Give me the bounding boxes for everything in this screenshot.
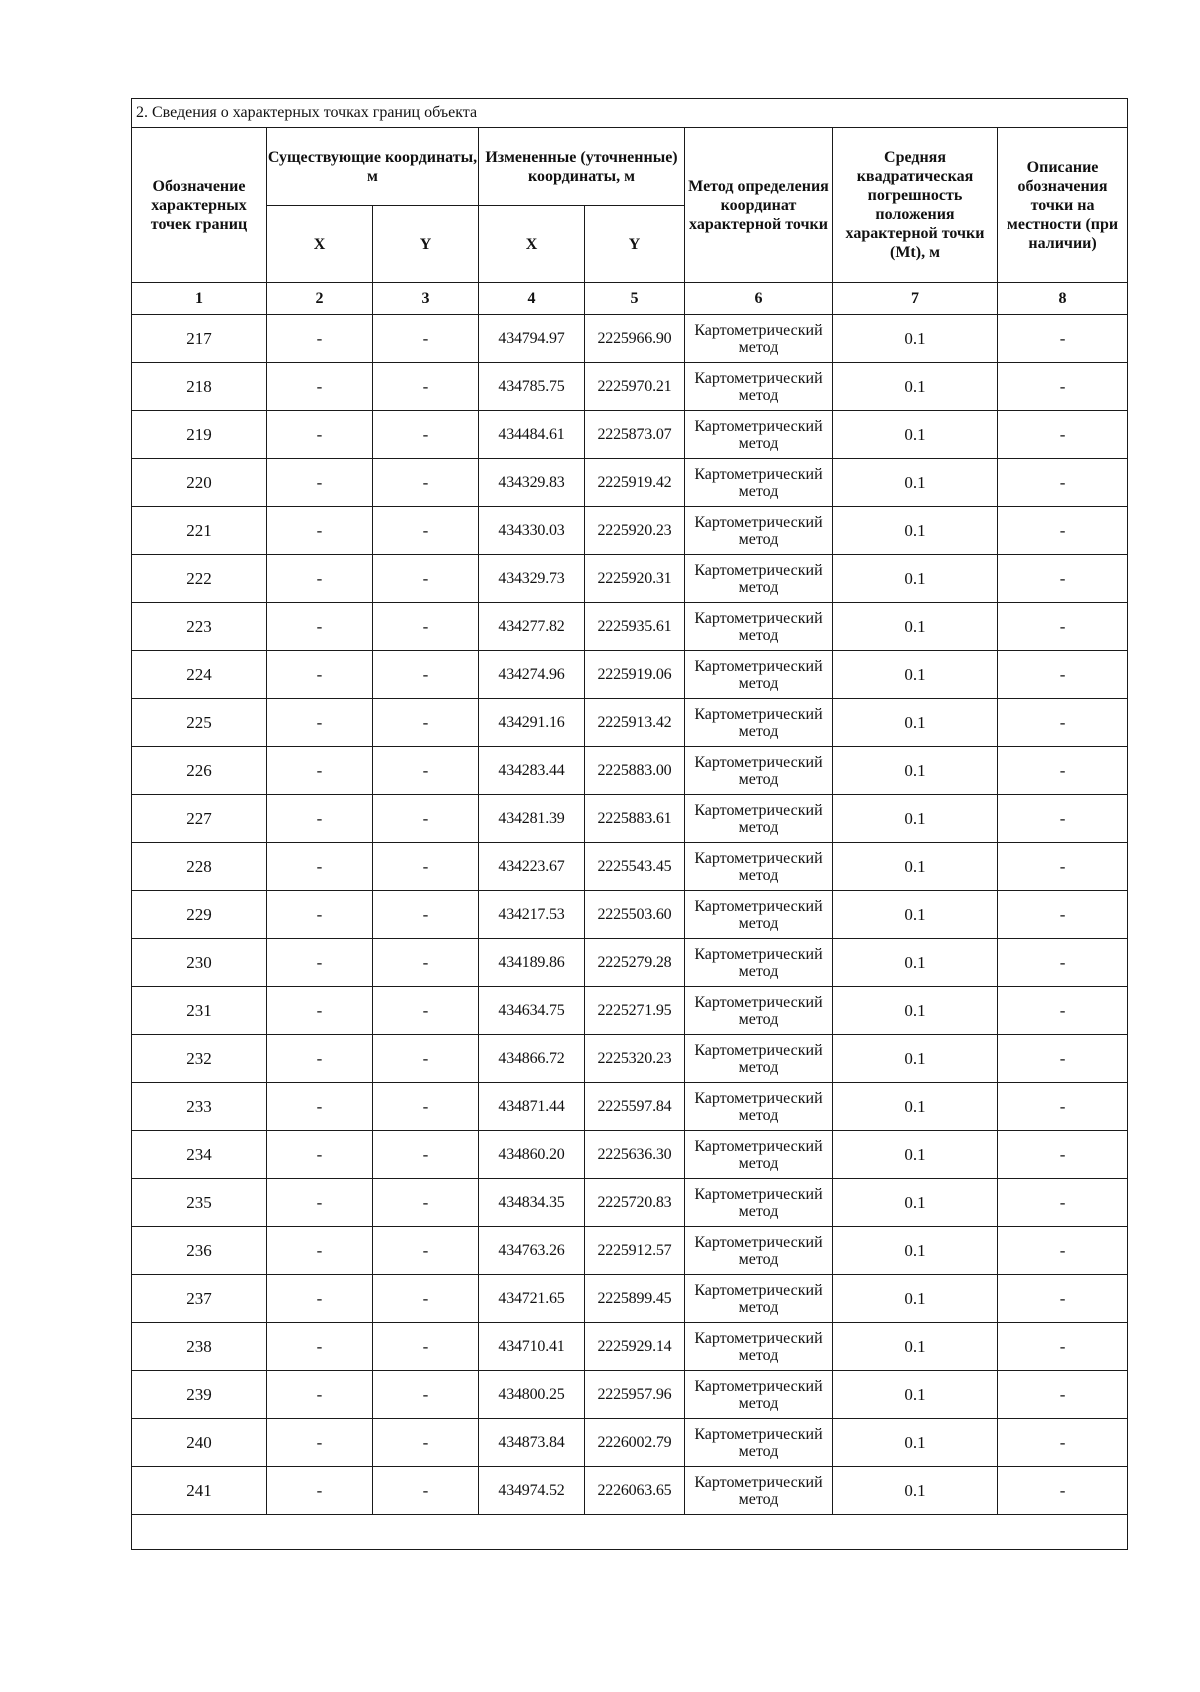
table-row — [132, 603, 1128, 651]
cell-point-id: 221 — [132, 507, 267, 555]
table-row — [132, 1371, 1128, 1419]
cell-existing-x: - — [267, 1275, 373, 1323]
cell-description: - — [998, 891, 1128, 939]
column-number: 7 — [833, 283, 998, 315]
cell-point-id: 230 — [132, 939, 267, 987]
cell-existing-x: - — [267, 1131, 373, 1179]
cell-description: - — [998, 459, 1128, 507]
cell-description: - — [998, 843, 1128, 891]
cell-error: 0.1 — [833, 315, 998, 363]
cell-description: - — [998, 1131, 1128, 1179]
table-row — [132, 1227, 1128, 1275]
cell-changed-x: 434794.97 — [479, 315, 585, 363]
cell-method: Картометрический метод — [685, 555, 833, 603]
cell-changed-x: 434291.16 — [479, 699, 585, 747]
cell-changed-y: 2225279.28 — [585, 939, 685, 987]
table-row — [132, 1083, 1128, 1131]
table-row — [132, 651, 1128, 699]
cell-existing-x: - — [267, 363, 373, 411]
cell-existing-y: - — [373, 1323, 479, 1371]
cell-changed-x: 434873.84 — [479, 1419, 585, 1467]
cell-method: Картометрический метод — [685, 651, 833, 699]
cell-changed-x: 434866.72 — [479, 1035, 585, 1083]
table-row — [132, 315, 1128, 363]
table-row — [132, 555, 1128, 603]
cell-existing-x: - — [267, 699, 373, 747]
cell-error: 0.1 — [833, 507, 998, 555]
cell-point-id: 239 — [132, 1371, 267, 1419]
cell-changed-y: 2225912.57 — [585, 1227, 685, 1275]
cell-method: Картометрический метод — [685, 1227, 833, 1275]
cell-existing-x: - — [267, 1179, 373, 1227]
cell-existing-y: - — [373, 699, 479, 747]
cell-changed-y: 2225543.45 — [585, 843, 685, 891]
cell-error: 0.1 — [833, 1131, 998, 1179]
cell-existing-x: - — [267, 939, 373, 987]
cell-point-id: 222 — [132, 555, 267, 603]
cell-existing-y: - — [373, 363, 479, 411]
cell-existing-y: - — [373, 411, 479, 459]
cell-description: - — [998, 1083, 1128, 1131]
cell-changed-y: 2225720.83 — [585, 1179, 685, 1227]
cell-description: - — [998, 507, 1128, 555]
table-row — [132, 411, 1128, 459]
cell-error: 0.1 — [833, 555, 998, 603]
cell-changed-x: 434281.39 — [479, 795, 585, 843]
cell-existing-y: - — [373, 795, 479, 843]
cell-changed-x: 434189.86 — [479, 939, 585, 987]
cell-error: 0.1 — [833, 603, 998, 651]
cell-changed-x: 434800.25 — [479, 1371, 585, 1419]
header-existing-coords: Существующие координаты, м — [267, 128, 479, 206]
cell-changed-x: 434329.83 — [479, 459, 585, 507]
cell-description: - — [998, 651, 1128, 699]
cell-changed-x: 434274.96 — [479, 651, 585, 699]
cell-changed-x: 434974.52 — [479, 1467, 585, 1515]
cell-point-id: 218 — [132, 363, 267, 411]
table-body — [132, 315, 1128, 1515]
cell-error: 0.1 — [833, 1467, 998, 1515]
cell-changed-y: 2225503.60 — [585, 891, 685, 939]
cell-changed-x: 434763.26 — [479, 1227, 585, 1275]
cell-error: 0.1 — [833, 843, 998, 891]
cell-existing-y: - — [373, 555, 479, 603]
cell-existing-x: - — [267, 1371, 373, 1419]
cell-changed-y: 2225636.30 — [585, 1131, 685, 1179]
cell-existing-y: - — [373, 315, 479, 363]
header-existing-y: Y — [373, 206, 479, 283]
cell-existing-x: - — [267, 507, 373, 555]
cell-description: - — [998, 555, 1128, 603]
cell-changed-y: 2226002.79 — [585, 1419, 685, 1467]
cell-existing-x: - — [267, 987, 373, 1035]
table-row — [132, 507, 1128, 555]
cell-method: Картометрический метод — [685, 315, 833, 363]
cell-existing-x: - — [267, 1035, 373, 1083]
cell-description: - — [998, 987, 1128, 1035]
table-row — [132, 1467, 1128, 1515]
table-row — [132, 987, 1128, 1035]
cell-existing-x: - — [267, 1227, 373, 1275]
table-row — [132, 1131, 1128, 1179]
cell-changed-y: 2225929.14 — [585, 1323, 685, 1371]
cell-changed-x: 434484.61 — [479, 411, 585, 459]
cell-existing-x: - — [267, 891, 373, 939]
cell-point-id: 223 — [132, 603, 267, 651]
cell-description: - — [998, 1179, 1128, 1227]
cell-method: Картометрический метод — [685, 411, 833, 459]
cell-error: 0.1 — [833, 795, 998, 843]
cell-existing-x: - — [267, 555, 373, 603]
cell-error: 0.1 — [833, 747, 998, 795]
cell-description: - — [998, 315, 1128, 363]
cell-point-id: 237 — [132, 1275, 267, 1323]
cell-method: Картометрический метод — [685, 459, 833, 507]
boundary-points-table — [131, 98, 1128, 1550]
table-row — [132, 795, 1128, 843]
cell-method: Картометрический метод — [685, 795, 833, 843]
cell-existing-y: - — [373, 987, 479, 1035]
cell-description: - — [998, 1035, 1128, 1083]
cell-point-id: 227 — [132, 795, 267, 843]
header-designation: Обозначение характерных точек границ — [132, 128, 267, 283]
cell-error: 0.1 — [833, 1035, 998, 1083]
cell-changed-y: 2225919.06 — [585, 651, 685, 699]
cell-point-id: 236 — [132, 1227, 267, 1275]
column-number: 4 — [479, 283, 585, 315]
cell-point-id: 240 — [132, 1419, 267, 1467]
cell-description: - — [998, 1467, 1128, 1515]
cell-changed-y: 2225320.23 — [585, 1035, 685, 1083]
cell-existing-y: - — [373, 603, 479, 651]
cell-method: Картометрический метод — [685, 891, 833, 939]
cell-point-id: 241 — [132, 1467, 267, 1515]
cell-method: Картометрический метод — [685, 363, 833, 411]
cell-changed-y: 2225966.90 — [585, 315, 685, 363]
cell-changed-x: 434283.44 — [479, 747, 585, 795]
column-number: 8 — [998, 283, 1128, 315]
cell-changed-y: 2225883.61 — [585, 795, 685, 843]
cell-changed-x: 434785.75 — [479, 363, 585, 411]
cell-point-id: 217 — [132, 315, 267, 363]
cell-existing-y: - — [373, 1371, 479, 1419]
table-row — [132, 1035, 1128, 1083]
cell-point-id: 234 — [132, 1131, 267, 1179]
cell-description: - — [998, 411, 1128, 459]
cell-existing-x: - — [267, 795, 373, 843]
cell-changed-y: 2225873.07 — [585, 411, 685, 459]
cell-method: Картометрический метод — [685, 1275, 833, 1323]
cell-method: Картометрический метод — [685, 1083, 833, 1131]
column-number: 3 — [373, 283, 479, 315]
boundary-points-sheet — [131, 98, 1127, 1550]
cell-method: Картометрический метод — [685, 1371, 833, 1419]
cell-changed-y: 2225913.42 — [585, 699, 685, 747]
cell-description: - — [998, 1275, 1128, 1323]
cell-changed-x: 434860.20 — [479, 1131, 585, 1179]
cell-existing-y: - — [373, 459, 479, 507]
cell-changed-y: 2225899.45 — [585, 1275, 685, 1323]
cell-point-id: 228 — [132, 843, 267, 891]
cell-changed-y: 2225920.23 — [585, 507, 685, 555]
cell-existing-x: - — [267, 603, 373, 651]
cell-changed-y: 2225970.21 — [585, 363, 685, 411]
cell-existing-x: - — [267, 459, 373, 507]
table-row — [132, 459, 1128, 507]
cell-description: - — [998, 795, 1128, 843]
cell-error: 0.1 — [833, 1179, 998, 1227]
header-method: Метод определения координат характерной точки — [685, 128, 833, 283]
cell-method: Картометрический метод — [685, 1419, 833, 1467]
cell-error: 0.1 — [833, 1323, 998, 1371]
cell-existing-y: - — [373, 1083, 479, 1131]
cell-error: 0.1 — [833, 939, 998, 987]
cell-existing-y: - — [373, 507, 479, 555]
cell-changed-y: 2225271.95 — [585, 987, 685, 1035]
cell-point-id: 224 — [132, 651, 267, 699]
table-row — [132, 843, 1128, 891]
cell-changed-y: 2225935.61 — [585, 603, 685, 651]
table-row — [132, 747, 1128, 795]
table-row — [132, 1419, 1128, 1467]
table-row — [132, 939, 1128, 987]
cell-method: Картометрический метод — [685, 843, 833, 891]
cell-description: - — [998, 699, 1128, 747]
column-number: 5 — [585, 283, 685, 315]
cell-changed-y: 2226063.65 — [585, 1467, 685, 1515]
cell-error: 0.1 — [833, 699, 998, 747]
table-row — [132, 1275, 1128, 1323]
cell-method: Картометрический метод — [685, 1323, 833, 1371]
cell-existing-y: - — [373, 891, 479, 939]
cell-existing-y: - — [373, 1179, 479, 1227]
table-caption: 2. Сведения о характерных точках границ объекта — [132, 99, 1128, 128]
cell-method: Картометрический метод — [685, 603, 833, 651]
cell-existing-x: - — [267, 315, 373, 363]
table-row — [132, 1179, 1128, 1227]
cell-error: 0.1 — [833, 363, 998, 411]
cell-point-id: 231 — [132, 987, 267, 1035]
cell-changed-x: 434834.35 — [479, 1179, 585, 1227]
cell-changed-x: 434277.82 — [479, 603, 585, 651]
cell-existing-x: - — [267, 651, 373, 699]
cell-point-id: 238 — [132, 1323, 267, 1371]
cell-error: 0.1 — [833, 459, 998, 507]
cell-description: - — [998, 1227, 1128, 1275]
cell-method: Картометрический метод — [685, 1131, 833, 1179]
column-number: 6 — [685, 283, 833, 315]
cell-point-id: 233 — [132, 1083, 267, 1131]
table-row — [132, 1323, 1128, 1371]
table-row — [132, 699, 1128, 747]
cell-existing-x: - — [267, 1419, 373, 1467]
cell-error: 0.1 — [833, 891, 998, 939]
header-existing-x: X — [267, 206, 373, 283]
column-numbers-row — [132, 283, 1128, 315]
cell-error: 0.1 — [833, 1419, 998, 1467]
table-footer-empty-row — [132, 1515, 1128, 1550]
cell-error: 0.1 — [833, 1371, 998, 1419]
cell-error: 0.1 — [833, 987, 998, 1035]
cell-description: - — [998, 1323, 1128, 1371]
cell-changed-y: 2225883.00 — [585, 747, 685, 795]
column-number: 2 — [267, 283, 373, 315]
cell-existing-y: - — [373, 1467, 479, 1515]
header-changed-y: Y — [585, 206, 685, 283]
cell-existing-y: - — [373, 1131, 479, 1179]
cell-point-id: 226 — [132, 747, 267, 795]
header-changed-x: X — [479, 206, 585, 283]
cell-existing-y: - — [373, 1035, 479, 1083]
cell-changed-y: 2225597.84 — [585, 1083, 685, 1131]
cell-error: 0.1 — [833, 1083, 998, 1131]
cell-description: - — [998, 363, 1128, 411]
cell-existing-y: - — [373, 747, 479, 795]
cell-existing-y: - — [373, 651, 479, 699]
cell-changed-x: 434721.65 — [479, 1275, 585, 1323]
cell-method: Картометрический метод — [685, 1035, 833, 1083]
cell-description: - — [998, 1419, 1128, 1467]
cell-method: Картометрический метод — [685, 939, 833, 987]
cell-existing-x: - — [267, 1323, 373, 1371]
cell-changed-x: 434329.73 — [479, 555, 585, 603]
table-row — [132, 363, 1128, 411]
header-changed-coords: Измененные (уточненные) координаты, м — [479, 128, 685, 206]
cell-point-id: 225 — [132, 699, 267, 747]
header-error: Средняя квадратическая погрешность положения характерной точки (Mt), м — [833, 128, 998, 283]
cell-method: Картометрический метод — [685, 699, 833, 747]
cell-existing-x: - — [267, 747, 373, 795]
cell-changed-x: 434330.03 — [479, 507, 585, 555]
cell-point-id: 235 — [132, 1179, 267, 1227]
cell-point-id: 232 — [132, 1035, 267, 1083]
cell-changed-y: 2225920.31 — [585, 555, 685, 603]
cell-existing-x: - — [267, 411, 373, 459]
column-number: 1 — [132, 283, 267, 315]
cell-description: - — [998, 939, 1128, 987]
table-row — [132, 891, 1128, 939]
cell-changed-y: 2225957.96 — [585, 1371, 685, 1419]
cell-error: 0.1 — [833, 411, 998, 459]
cell-existing-y: - — [373, 939, 479, 987]
cell-description: - — [998, 1371, 1128, 1419]
cell-error: 0.1 — [833, 1227, 998, 1275]
cell-changed-x: 434710.41 — [479, 1323, 585, 1371]
cell-method: Картометрический метод — [685, 747, 833, 795]
cell-description: - — [998, 603, 1128, 651]
cell-point-id: 229 — [132, 891, 267, 939]
cell-existing-y: - — [373, 843, 479, 891]
cell-error: 0.1 — [833, 1275, 998, 1323]
cell-method: Картометрический метод — [685, 507, 833, 555]
cell-error: 0.1 — [833, 651, 998, 699]
cell-method: Картометрический метод — [685, 1467, 833, 1515]
cell-method: Картометрический метод — [685, 1179, 833, 1227]
cell-description: - — [998, 747, 1128, 795]
cell-method: Картометрический метод — [685, 987, 833, 1035]
header-description: Описание обозначения точки на местности (при наличии) — [998, 128, 1128, 283]
cell-point-id: 219 — [132, 411, 267, 459]
cell-changed-x: 434634.75 — [479, 987, 585, 1035]
cell-existing-x: - — [267, 843, 373, 891]
cell-changed-x: 434223.67 — [479, 843, 585, 891]
cell-point-id: 220 — [132, 459, 267, 507]
cell-changed-x: 434217.53 — [479, 891, 585, 939]
cell-existing-y: - — [373, 1275, 479, 1323]
cell-changed-y: 2225919.42 — [585, 459, 685, 507]
cell-existing-x: - — [267, 1083, 373, 1131]
cell-existing-y: - — [373, 1419, 479, 1467]
cell-changed-x: 434871.44 — [479, 1083, 585, 1131]
cell-existing-x: - — [267, 1467, 373, 1515]
cell-existing-y: - — [373, 1227, 479, 1275]
